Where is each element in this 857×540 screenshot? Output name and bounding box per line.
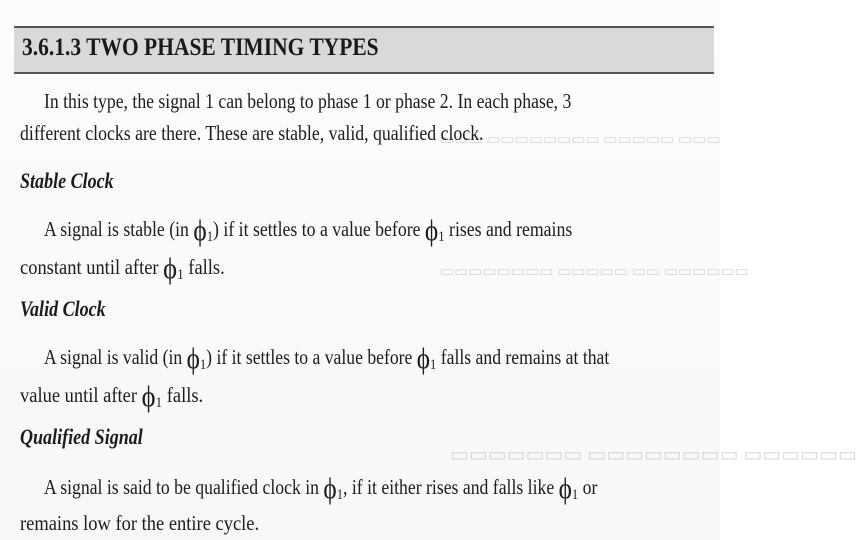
bleed-through-text: ▭▭▭▭▭▭ ▭▭ ▭▭▭▭▭ ▭▭▭▭▭▭▭▭ xyxy=(440,264,749,280)
text-segment: A signal is said to be qualified clock in xyxy=(44,475,324,499)
intro-line-1: In this type, the signal 1 can belong to phase 1 or phase 2. In each phase, 3 xyxy=(44,89,572,113)
text-segment: , if it either rises and falls like xyxy=(343,475,559,499)
stable-line-1 xyxy=(44,214,572,252)
section-title: TWO PHASE TIMING TYPES xyxy=(86,34,379,61)
section-number: 3.6.1.3 xyxy=(22,34,82,61)
valid-line-1 xyxy=(44,342,609,380)
text-segment: ) if it settles to a value before xyxy=(213,217,425,241)
phi-symbol: ϕ xyxy=(424,214,439,247)
section-heading-bar xyxy=(14,26,714,74)
text-segment: falls and remains at that xyxy=(436,345,610,369)
text-segment: value until after xyxy=(20,383,142,407)
phi-symbol: ϕ xyxy=(141,380,156,413)
stable-clock-heading: Stable Clock xyxy=(20,168,114,193)
section-heading xyxy=(22,34,379,62)
phi-index: 1 xyxy=(199,357,207,373)
phi-symbol: ϕ xyxy=(163,252,178,285)
phi-index: 1 xyxy=(430,357,437,373)
valid-line-2 xyxy=(20,380,203,418)
bleed-through-text: ▭▭▭▭▭▭ ▭▭▭▭▭▭▭▭ ▭▭▭▭▭▭▭ xyxy=(450,444,857,466)
intro-line-2: different clocks are there. These are stable, valid, qualified clock. xyxy=(20,121,484,145)
text-segment: ) if it settles to a value before xyxy=(206,345,417,369)
phi-index: 1 xyxy=(177,267,184,283)
phi-symbol: ϕ xyxy=(323,472,337,505)
phi-index: 1 xyxy=(336,487,344,503)
text-segment: rises and remains xyxy=(444,217,573,241)
phi-index: 1 xyxy=(571,487,579,503)
phi-index: 1 xyxy=(206,229,214,245)
phi-symbol: ϕ xyxy=(193,214,207,247)
qualified-line-1 xyxy=(44,472,597,510)
text-segment: or xyxy=(578,475,598,499)
qualified-signal-heading: Qualified Signal xyxy=(20,424,143,449)
phi-symbol: ϕ xyxy=(558,472,572,505)
qualified-line-2: remains low for the entire cycle. xyxy=(20,511,260,535)
phi-symbol: ϕ xyxy=(416,342,431,375)
text-segment: A signal is valid (in xyxy=(44,345,187,369)
stable-line-2 xyxy=(20,252,225,290)
text-segment: constant until after xyxy=(20,255,164,279)
text-segment: falls. xyxy=(183,255,225,279)
valid-clock-heading: Valid Clock xyxy=(20,296,106,321)
phi-index: 1 xyxy=(438,229,445,245)
text-segment: falls. xyxy=(162,383,204,407)
bleed-through-text: ▭▭▭ ▭▭▭▭▭ ▭▭▭▭▭▭▭▭ ▭▭▭ xyxy=(440,132,721,148)
phi-index: 1 xyxy=(155,395,163,411)
text-segment: A signal is stable (in xyxy=(44,217,194,241)
phi-symbol: ϕ xyxy=(186,342,200,375)
